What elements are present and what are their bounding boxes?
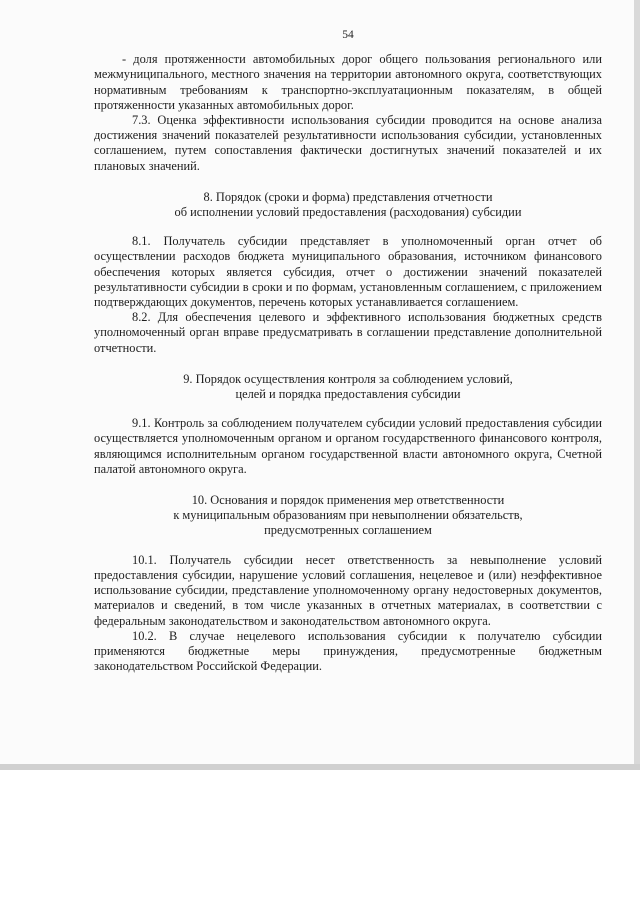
paragraph-8-2: 8.2. Для обеспечения целевого и эффективного использования бюджетных средств уполномоченный орган вправе предусматривать в соглашении представление дополнительной отчетности. [94, 310, 602, 355]
paragraph-9-1: 9.1. Контроль за соблюдением получателем субсидии условий предоставления субсидии осуществляется уполномоченным органом и органом государственного финансового контроля, являющимся исполнительным органом государственной власти автономного округа, Счетной палатой автономного округа. [94, 416, 602, 476]
section-10-heading-line-3: предусмотренных соглашением [264, 523, 432, 538]
section-10-heading-line-1: 10. Основания и порядок применения мер ответственности [191, 493, 505, 508]
section-9-heading [94, 372, 602, 402]
page-number: 54 [342, 29, 354, 41]
scan-edge-shadow [634, 0, 640, 770]
paragraph-road-share: - доля протяженности автомобильных дорог общего пользования регионального или межмуниципального, местного значения на территории автономного округа, соответствующих нормативным требованиям к транспортно-эксплуатационным показателям, в общей протяженности указанных автомобильных дорог. [94, 52, 602, 112]
section-8-heading-line-2: об исполнении условий предоставления (расходования) субсидии [174, 205, 522, 220]
section-10-heading-line-2: к муниципальным образованиям при невыполнении обязательств, [173, 508, 523, 523]
section-9-heading-line-1: 9. Порядок осуществления контроля за соблюдением условий, [183, 371, 513, 386]
document-body [94, 28, 602, 674]
paragraph-7-3: 7.3. Оценка эффективности использования субсидии проводится на основе анализа достижения значений показателей результативности использования субсидии, установленных соглашением, путем сопоставления фактически достигнутых значений показателей и их плановых значений. [94, 113, 602, 173]
paragraph-10-1: 10.1. Получатель субсидии несет ответственность за невыполнение условий предоставления субсидии, нарушение условий соглашения, нецелевое и (или) неэффективное использование субсидии, представление уполномоченному органу недостоверных документов, материалов и сведений, в том числе указанных в отчетных материалах, в соответствии с федеральным законодательством и законодательством автономного округа. [94, 552, 602, 628]
paragraph-8-1: 8.1. Получатель субсидии представляет в уполномоченный орган отчет об осуществлении расходов бюджета муниципального образования, источником финансового обеспечения которых является субсидия, отчет о достижении значений показателей результативности субсидии в сроки и по формам, установленным соглашением, с приложением подтверждающих документов, перечень которых устанавливается соглашением. [94, 234, 602, 310]
scan-bottom-edge [0, 764, 640, 770]
paragraph-10-2: 10.2. В случае нецелевого использования субсидии к получателю субсидии применяются бюджетные меры принуждения, предусмотренные бюджетным законодательством Российской Федерации. [94, 628, 602, 674]
section-8-heading-line-1: 8. Порядок (сроки и форма) представления отчетности [203, 189, 493, 204]
section-9-heading-line-2: целей и порядка предоставления субсидии [235, 387, 461, 402]
section-10-heading [94, 493, 602, 539]
section-8-heading [94, 190, 602, 220]
